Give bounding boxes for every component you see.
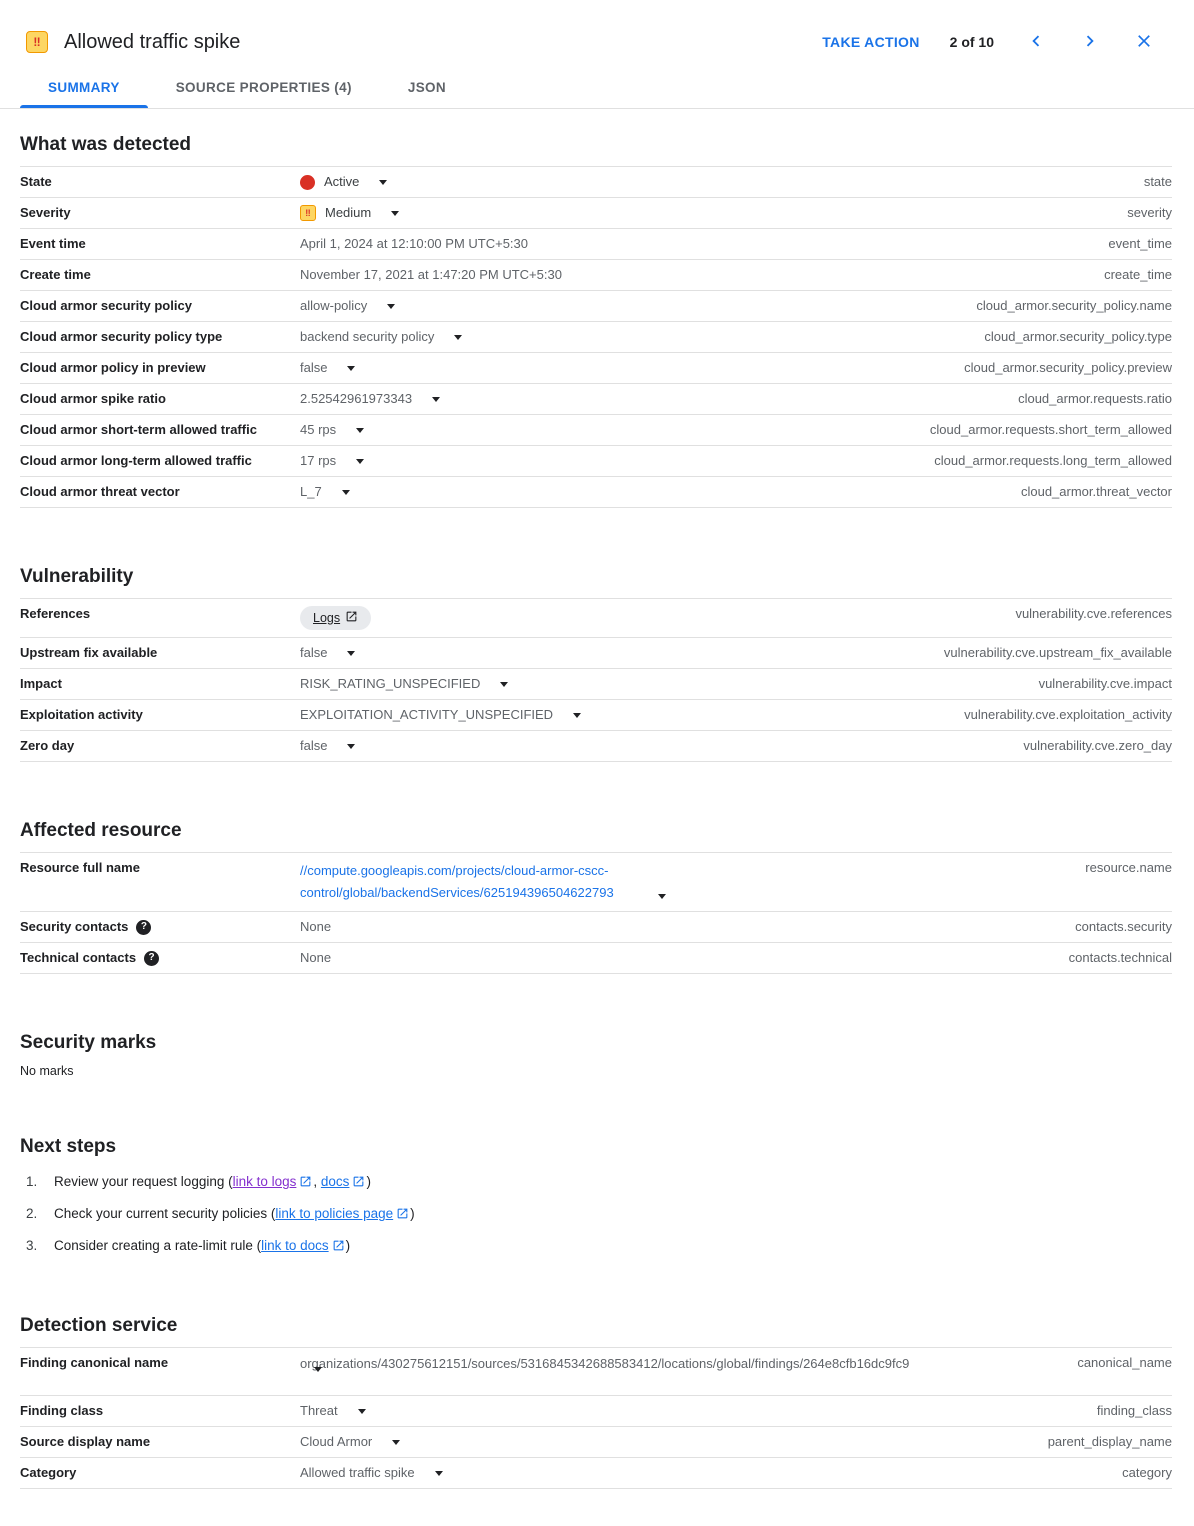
row-label-text: Security contacts: [20, 919, 129, 934]
row-value-text: L_7: [300, 484, 322, 499]
tab-summary[interactable]: SUMMARY: [20, 68, 148, 108]
no-marks-text: No marks: [20, 1064, 74, 1078]
table-row: [20, 852, 1172, 912]
chevron-down-icon: [356, 428, 364, 433]
attribute-key: vulnerability.cve.references: [1015, 606, 1172, 621]
link-to-policies-page-link[interactable]: link to policies page: [275, 1206, 394, 1221]
row-value-text: EXPLOITATION_ACTIVITY_UNSPECIFIED: [300, 707, 554, 722]
chevron-down-icon: [314, 1367, 322, 1387]
row-label: Exploitation activity: [20, 707, 143, 722]
row-label: Resource full name: [20, 860, 140, 875]
affected-resource-table: [20, 852, 1172, 974]
next-finding-button[interactable]: [1078, 30, 1102, 54]
row-label-text: Technical contacts: [20, 950, 137, 965]
section-title-detection-service: Detection service: [20, 1315, 178, 1336]
table-row: [20, 638, 1172, 669]
table-row: [20, 1347, 1172, 1396]
row-label: Upstream fix available: [20, 645, 158, 660]
spike-ratio-dropdown[interactable]: [300, 391, 440, 407]
source-display-name-dropdown[interactable]: [300, 1434, 400, 1450]
chevron-down-icon: [347, 366, 355, 371]
step-number: 1.: [26, 1174, 38, 1189]
page-title: Allowed traffic spike: [64, 30, 241, 53]
row-value-text: 2.52542961973343: [300, 391, 413, 406]
table-row: [20, 353, 1172, 384]
row-label: Severity: [20, 205, 71, 220]
tab-bar: [0, 68, 1194, 109]
attribute-key: event_time: [1108, 236, 1172, 251]
security-policy-dropdown[interactable]: [300, 298, 395, 314]
table-row: [20, 912, 1172, 943]
row-label: Impact: [20, 676, 62, 691]
attribute-key: cloud_armor.requests.ratio: [1018, 391, 1172, 406]
finding-class-dropdown[interactable]: [300, 1403, 366, 1419]
row-value-text: None: [300, 919, 332, 934]
step-text: Review your request logging (: [54, 1174, 233, 1189]
section-title-security-marks: Security marks: [20, 1032, 157, 1053]
row-label: Create time: [20, 267, 91, 282]
attribute-key: cloud_armor.security_policy.type: [984, 329, 1172, 344]
row-label: Cloud armor policy in preview: [20, 360, 206, 375]
step-text: Consider creating a rate-limit rule (: [54, 1238, 262, 1253]
finding-header: [0, 0, 1194, 54]
attribute-key: cloud_armor.security_policy.name: [976, 298, 1172, 313]
table-row: [20, 229, 1172, 260]
step-text: ): [345, 1238, 351, 1253]
step-number: 3.: [26, 1238, 38, 1253]
attribute-key: canonical_name: [1077, 1355, 1172, 1370]
detection-service-table: [20, 1347, 1172, 1489]
security-policy-type-dropdown[interactable]: [300, 329, 462, 345]
chevron-down-icon: [435, 1471, 443, 1476]
chevron-down-icon: [347, 744, 355, 749]
row-label: State: [20, 174, 52, 189]
close-panel-button[interactable]: [1132, 30, 1156, 54]
attribute-key: state: [1143, 174, 1172, 189]
row-label: [20, 950, 300, 966]
row-value-text: November 17, 2021 at 1:47:20 PM UTC+5:30: [300, 267, 562, 282]
row-value-text: Active: [324, 174, 360, 189]
row-label: [20, 919, 300, 935]
active-state-icon: [300, 175, 315, 190]
resource-full-name-link[interactable]: //compute.googleapis.com/projects/cloud-armor-cscc-control/global/backendServices/625194396504622793: [300, 863, 614, 900]
row-label: Event time: [20, 236, 86, 251]
table-row: [20, 669, 1172, 700]
chevron-down-icon: [342, 490, 350, 495]
external-link-icon: [340, 610, 358, 626]
section-title-next-steps: Next steps: [20, 1136, 117, 1157]
chevron-down-icon: [573, 713, 581, 718]
attribute-key: cloud_armor.security_policy.preview: [964, 360, 1172, 375]
table-row: [20, 1458, 1172, 1489]
section-title-what-was-detected: What was detected: [20, 134, 192, 155]
row-label: Cloud armor security policy type: [20, 329, 223, 344]
table-row: [20, 198, 1172, 229]
table-row: [20, 1427, 1172, 1458]
table-row: [20, 260, 1172, 291]
attribute-key: vulnerability.cve.zero_day: [1023, 738, 1172, 753]
chevron-down-icon: [356, 459, 364, 464]
chevron-down-icon: [500, 682, 508, 687]
row-value-text: false: [300, 360, 328, 375]
take-action-button[interactable]: TAKE ACTION: [822, 34, 920, 50]
logs-chip-label: Logs: [313, 611, 341, 625]
row-value-text: Threat: [300, 1403, 338, 1418]
step-text: ): [366, 1174, 371, 1189]
attribute-key: cloud_armor.requests.long_term_allowed: [934, 453, 1172, 468]
threat-vector-dropdown[interactable]: [300, 484, 350, 500]
table-row: [20, 415, 1172, 446]
row-label: Cloud armor threat vector: [20, 484, 180, 499]
step-text: ,: [313, 1174, 321, 1189]
docs-link[interactable]: docs: [320, 1174, 350, 1189]
upstream-fix-dropdown[interactable]: [300, 645, 355, 661]
logs-chip-link[interactable]: [300, 606, 371, 630]
row-value-text: allow-policy: [300, 298, 368, 313]
attribute-key: vulnerability.cve.exploitation_activity: [964, 707, 1172, 722]
row-label: Cloud armor security policy: [20, 298, 192, 313]
row-label: Cloud armor short-term allowed traffic: [20, 422, 257, 437]
short-term-traffic-dropdown[interactable]: [300, 422, 364, 438]
chevron-down-icon: [658, 894, 666, 899]
help-icon[interactable]: ?: [144, 951, 159, 966]
row-value-text: organizations/430275612151/sources/5316845342688583412/locations/global/findings/264e8cfb16dc9fc9: [300, 1356, 910, 1371]
list-item: [20, 1172, 1172, 1193]
row-label: Finding class: [20, 1403, 104, 1418]
severity-medium-icon: ‼: [26, 31, 48, 53]
link-to-logs-link[interactable]: link to logs: [232, 1174, 297, 1189]
table-row: [20, 1396, 1172, 1427]
external-link-icon: [352, 1176, 365, 1191]
step-text: ): [410, 1206, 415, 1221]
exploitation-activity-dropdown[interactable]: [300, 707, 581, 723]
chevron-down-icon: [391, 211, 399, 216]
attribute-key: cloud_armor.requests.short_term_allowed: [929, 422, 1172, 437]
section-title-affected-resource: Affected resource: [20, 820, 182, 841]
row-label: References: [20, 606, 91, 621]
table-row: [20, 731, 1172, 762]
row-label: Cloud armor long-term allowed traffic: [20, 453, 252, 468]
attribute-key: parent_display_name: [1047, 1434, 1172, 1449]
row-label: Zero day: [20, 738, 75, 753]
close-icon: [1134, 31, 1154, 54]
table-row: [20, 700, 1172, 731]
table-row: [20, 291, 1172, 322]
resource-name-dropdown[interactable]: [300, 860, 666, 904]
row-label: Source display name: [20, 1434, 151, 1449]
row-value-text: None: [300, 950, 332, 965]
step-number: 2.: [26, 1206, 38, 1221]
row-value-text: false: [300, 738, 328, 753]
next-steps-list: [20, 1172, 1172, 1257]
chevron-down-icon: [432, 397, 440, 402]
severity-dropdown[interactable]: [300, 205, 399, 221]
chevron-right-icon: [1079, 30, 1101, 55]
table-row: [20, 384, 1172, 415]
severity-medium-icon: ‼: [300, 205, 316, 221]
row-label: Finding canonical name: [20, 1355, 169, 1370]
category-dropdown[interactable]: [300, 1465, 443, 1481]
tab-source-properties[interactable]: SOURCE PROPERTIES (4): [148, 68, 380, 108]
row-value-text: backend security policy: [300, 329, 435, 344]
zero-day-dropdown[interactable]: [300, 738, 355, 754]
link-to-docs-link[interactable]: link to docs: [261, 1238, 329, 1253]
attribute-key: contacts.security: [1075, 919, 1172, 934]
list-item: [20, 1236, 1172, 1257]
table-row: [20, 322, 1172, 353]
table-row: [20, 446, 1172, 477]
vulnerability-table: [20, 598, 1172, 762]
row-label: Category: [20, 1465, 77, 1480]
row-value-text: false: [300, 645, 328, 660]
tab-json[interactable]: JSON: [380, 68, 474, 108]
row-value-text: Medium: [325, 205, 372, 220]
chevron-down-icon: [358, 1409, 366, 1414]
attribute-key: category: [1122, 1465, 1172, 1480]
help-icon[interactable]: ?: [136, 920, 151, 935]
header-actions: [822, 30, 1156, 54]
attribute-key: resource.name: [1085, 860, 1172, 875]
external-link-icon: [332, 1240, 345, 1255]
what-was-detected-table: [20, 166, 1172, 508]
chevron-down-icon: [392, 1440, 400, 1445]
row-value-text: 45 rps: [300, 422, 337, 437]
long-term-traffic-dropdown[interactable]: [300, 453, 364, 469]
step-text: Check your current security policies (: [54, 1206, 276, 1221]
state-dropdown[interactable]: [300, 174, 387, 190]
attribute-key: vulnerability.cve.impact: [1038, 676, 1172, 691]
policy-preview-dropdown[interactable]: [300, 360, 355, 376]
table-row: [20, 166, 1172, 198]
attribute-key: cloud_armor.threat_vector: [1020, 484, 1172, 499]
row-value-text: 17 rps: [300, 453, 337, 468]
table-row: [20, 598, 1172, 638]
row-value-text: Cloud Armor: [300, 1434, 373, 1449]
table-row: [20, 477, 1172, 508]
list-item: [20, 1204, 1172, 1225]
attribute-key: contacts.technical: [1068, 950, 1172, 965]
canonical-name-dropdown[interactable]: [300, 1355, 909, 1388]
chevron-left-icon: [1025, 30, 1047, 55]
chevron-down-icon: [387, 304, 395, 309]
attribute-key: create_time: [1104, 267, 1172, 282]
attribute-key: finding_class: [1096, 1403, 1172, 1418]
row-value-text: RISK_RATING_UNSPECIFIED: [300, 676, 481, 691]
attribute-key: vulnerability.cve.upstream_fix_available: [943, 645, 1172, 660]
impact-dropdown[interactable]: [300, 676, 508, 692]
external-link-icon: [299, 1176, 312, 1191]
attribute-key: severity: [1127, 205, 1172, 220]
row-value-text: Allowed traffic spike: [300, 1465, 415, 1480]
chevron-down-icon: [454, 335, 462, 340]
previous-finding-button[interactable]: [1024, 30, 1048, 54]
external-link-icon: [396, 1208, 409, 1223]
row-value-text: April 1, 2024 at 12:10:00 PM UTC+5:30: [300, 236, 528, 251]
table-row: [20, 943, 1172, 974]
row-label: Cloud armor spike ratio: [20, 391, 166, 406]
chevron-down-icon: [379, 180, 387, 185]
chevron-down-icon: [347, 651, 355, 656]
section-title-vulnerability: Vulnerability: [20, 566, 134, 587]
pagination-counter: 2 of 10: [949, 34, 994, 50]
